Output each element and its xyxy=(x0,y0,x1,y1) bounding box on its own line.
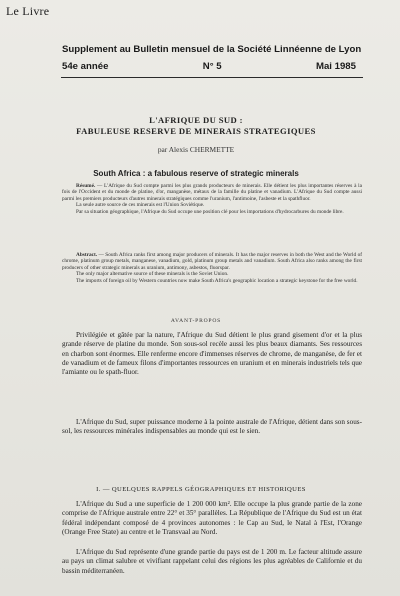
foreword-paragraph-2: L'Afrique du Sud, super puissance moderne à la pointe australe de l'Afrique, détient dans son sous-sol, les ressources minérales indispensables au monde qui est le sien. xyxy=(62,418,362,436)
resume-text2: La seule autre source de ces minerais est l'Union Soviétique. xyxy=(76,202,205,209)
resume-text: — L'Afrique du Sud compte parmi les plus grands producteurs de minerais. Elle détient les plus importantes réserves à la fois de l'Occident et du monde de platine, d'or, manganèse, métaux de la famille du platine et vanadium. L'Afrique du Sud compte aussi parmi les premiers producteurs d'autres minerais stratégiques comme l'uranium, l'antimoine, l'asbeste et la spathfluor. xyxy=(62,183,362,202)
article-title xyxy=(66,115,326,137)
header-rule xyxy=(61,77,363,78)
resume-lead: Résumé. xyxy=(76,183,96,189)
article-title-line2: FABULEUSE RESERVE DE MINERAIS STRATEGIQUES xyxy=(76,126,316,136)
article-author: par Alexis CHERMETTE xyxy=(157,145,235,154)
chapter-heading: I. — QUELQUES RAPPELS GÉOGRAPHIQUES ET HISTORIQUES xyxy=(96,486,306,493)
foreword-label: AVANT-PROPOS xyxy=(170,318,222,324)
resume-paragraph xyxy=(62,183,362,215)
publisher-logo: Le Livre xyxy=(6,4,50,18)
supplement-title: Supplement au Bulletin mensuel de la Société Linnéenne de Lyon xyxy=(62,44,362,55)
abstract-text: — South Africa ranks first among major producers of minerals. It has the major reserves in both the West and the World of chrome, platinum group metals, manganese, vanadium, gold, platinum group metals and vanadium. South Africa also ranks among the first producers of other strategic minerals as uranium, antimony, asbestos, fluorspar. xyxy=(62,252,362,271)
journal-header xyxy=(62,44,362,72)
abstract-text2: The only major alternative source of these minerals is the Soviet Union. xyxy=(76,271,229,278)
abstract-paragraph xyxy=(62,252,362,284)
article-title-line1: L'AFRIQUE DU SUD : xyxy=(149,115,243,125)
issue-date: Mai 1985 xyxy=(315,61,356,72)
abstract-lead: Abstract. xyxy=(76,252,98,258)
issue-year: 54e année xyxy=(62,61,109,72)
issue-info xyxy=(62,61,362,72)
chapter-paragraph-1: L'Afrique du Sud a une superficie de 1 200 000 km². Elle occupe la plus grande partie de la zone comprise de l'Afrique australe entre 22° et 35° parallèles. La République de l'Afrique du Sud est un état fédéral indépendant composé de 4 provinces autonomes : le Cap au Sud, le Natal à l'Est, l'Orange (Orange Free State) au centre et le Transvaal au Nord. xyxy=(62,500,362,536)
abstract-text3: The imports of foreign oil by Western countries now make South Africa's geographic location a strategic keystone for the free world. xyxy=(76,277,358,284)
english-title: South Africa : a fabulous reserve of strategic minerals xyxy=(93,169,299,178)
chapter-paragraph-2: L'Afrique du Sud représente d'une grande partie du pays est de 1 200 m. Le facteur altitude assure au pays un climat salubre et vivifiant rappelant celui des régions les plus agréables de Californie et du bassin méditerranéen. xyxy=(62,548,362,575)
resume-text3: Par sa situation géographique, l'Afrique du Sud occupe une position clé pour les importations d'hydrocarbures du monde libre. xyxy=(76,208,344,215)
foreword-paragraph-1: Privilégiée et gâtée par la nature, l'Afrique du Sud détient le plus grand gisement d'or et la plus grande réserve de platine du monde. Son sous-sol recèle aussi les plus beaux diamants. Ses ressources en charbon sont énormes. Elle renferme encore d'immenses réserves de chrome, de manganèse, de fer et de vanadium et de fameux filons d'importantes ressources en uranium et en minerais industriels tels que l'amiante ou le spath-fluor. xyxy=(62,331,362,377)
issue-number: N° 5 xyxy=(202,61,222,72)
